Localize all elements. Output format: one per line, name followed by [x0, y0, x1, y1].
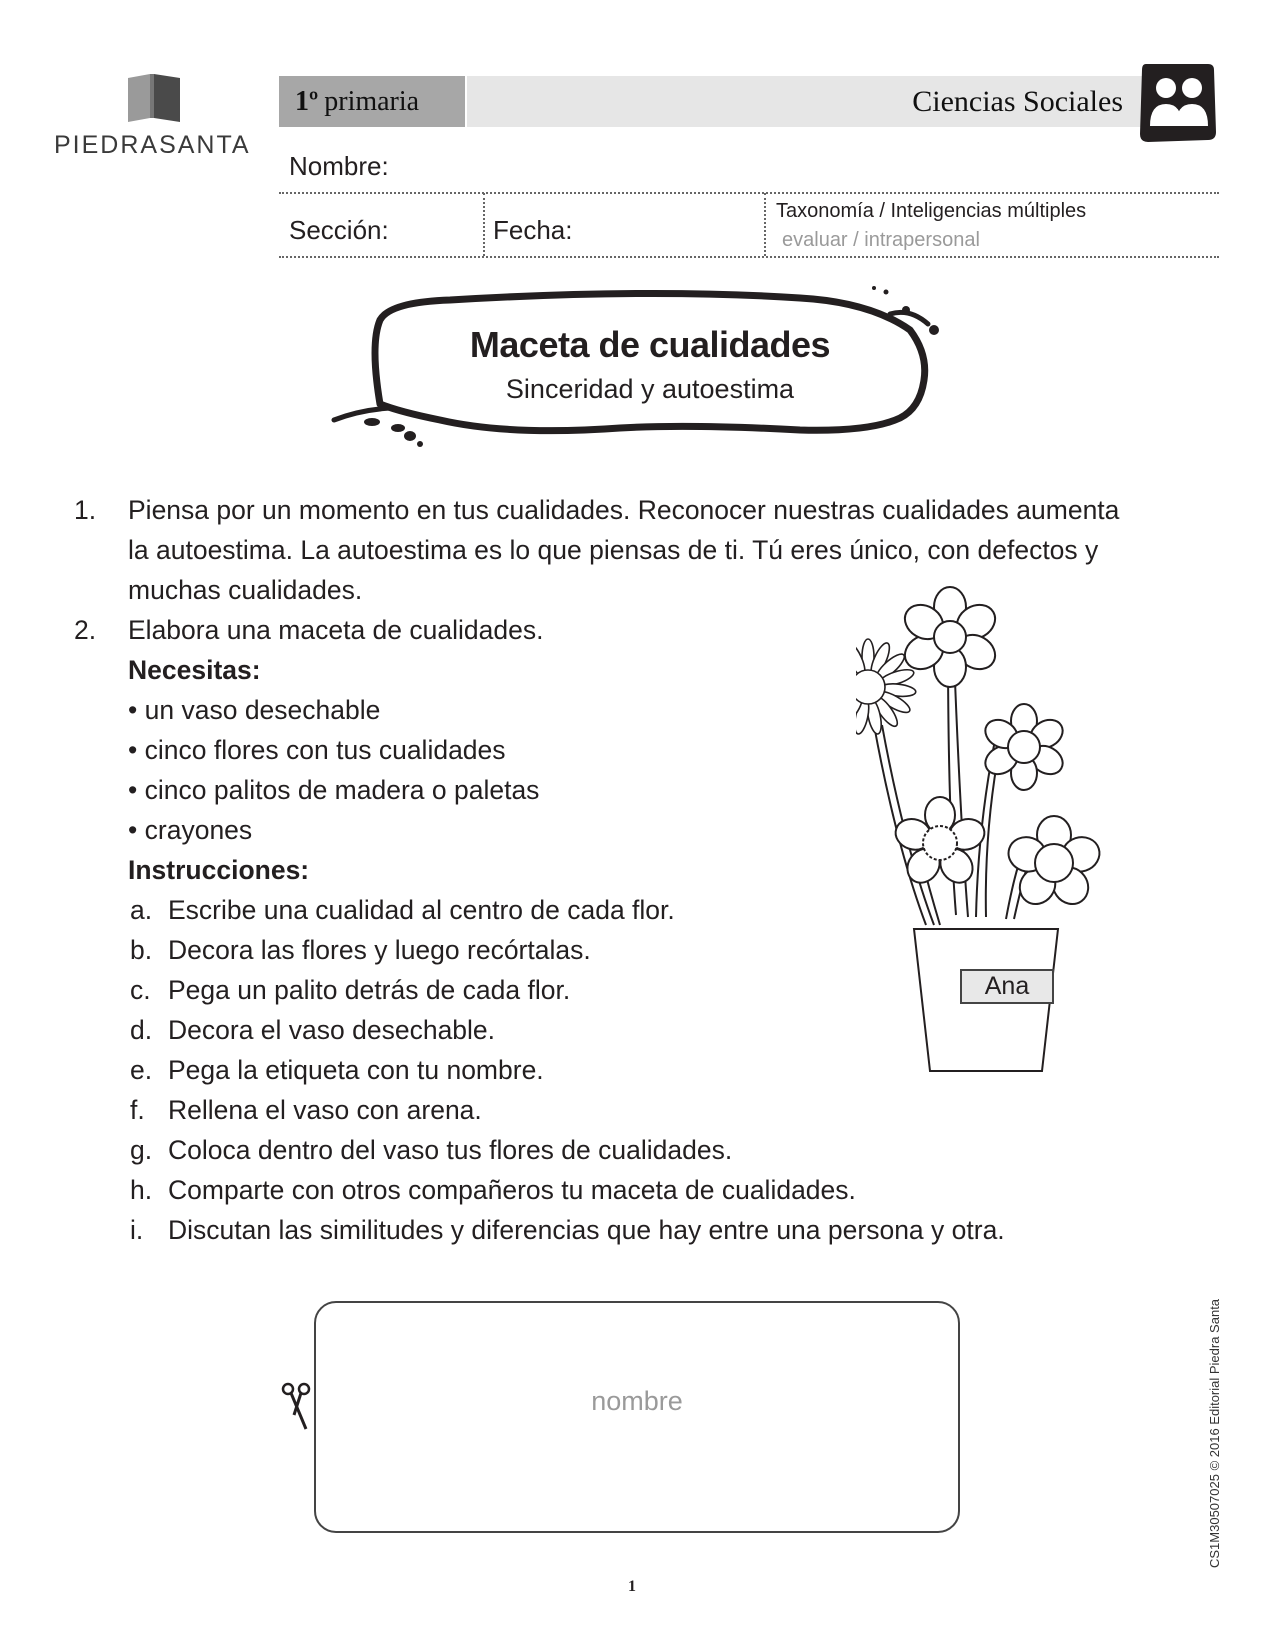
name-label: Nombre: — [289, 151, 389, 181]
step-one-line: la autoestima. La autoestima es lo que piensas de ti. Tú eres único, con defectos y — [128, 535, 1099, 565]
instruction-text: Pega un palito detrás de cada flor. — [168, 975, 571, 1005]
divider-line — [764, 193, 766, 256]
date-label: Fecha: — [493, 215, 573, 245]
instruction-text: Rellena el vaso con arena. — [168, 1095, 482, 1125]
grade-badge — [279, 76, 465, 127]
divider-line — [279, 256, 1219, 258]
worksheet-subtitle: Sinceridad y autoestima — [505, 374, 795, 404]
needs-item: • crayones — [128, 815, 253, 845]
pot-name-label: Ana — [960, 969, 1054, 1004]
copyright-text: CS1M30507025 © 2016 Editorial Piedra Santa — [1207, 1298, 1222, 1568]
grade-number: 1º — [295, 85, 319, 117]
instruction-text: Escribe una cualidad al centro de cada flor. — [168, 895, 675, 925]
grade-label: primaria — [324, 85, 420, 117]
taxonomy-values: evaluar / intrapersonal — [782, 229, 980, 251]
divider-line — [279, 192, 1219, 194]
instruction-item — [130, 1210, 1090, 1250]
book-logo-icon — [126, 72, 182, 128]
instruction-letter: i. — [130, 1215, 144, 1245]
instruction-letter: d. — [130, 1015, 153, 1045]
page-number: 1 — [628, 1578, 636, 1595]
people-icon — [1138, 60, 1218, 146]
instruction-text: Discutan las similitudes y diferencias que hay entre una persona y otra. — [168, 1215, 1005, 1245]
needs-item: • un vaso desechable — [128, 695, 381, 725]
step-number: 2. — [74, 615, 97, 645]
subject-title: Ciencias Sociales — [912, 84, 1123, 118]
step-one-line: muchas cualidades. — [128, 575, 363, 605]
step-one-line: Piensa por un momento en tus cualidades. Reconocer nuestras cualidades aumenta — [128, 495, 1120, 525]
brand-logo-text: PIEDRASANTA — [54, 131, 251, 159]
instruction-text: Pega la etiqueta con tu nombre. — [168, 1055, 544, 1085]
instruction-letter: h. — [130, 1175, 153, 1205]
instruction-item — [130, 1090, 1090, 1130]
worksheet-title: Maceta de cualidades — [469, 324, 831, 365]
instruction-text: Coloca dentro del vaso tus flores de cualidades. — [168, 1135, 733, 1165]
needs-item: • cinco palitos de madera o paletas — [128, 775, 540, 805]
instruction-letter: b. — [130, 935, 153, 965]
instruction-item — [130, 1130, 1090, 1170]
instructions-heading: Instrucciones: — [128, 855, 310, 885]
instruction-letter: f. — [130, 1095, 145, 1125]
instruction-text: Comparte con otros compañeros tu maceta de cualidades. — [168, 1175, 856, 1205]
instruction-letter: e. — [130, 1055, 153, 1085]
instruction-text: Decora el vaso desechable. — [168, 1015, 496, 1045]
instruction-letter: a. — [130, 895, 153, 925]
subject-bar — [467, 76, 1147, 127]
instruction-letter: g. — [130, 1135, 153, 1165]
divider-line — [483, 193, 485, 256]
needs-heading: Necesitas: — [128, 655, 261, 685]
title-banner-frame — [330, 284, 940, 460]
section-label: Sección: — [289, 215, 389, 245]
taxonomy-label: Taxonomía / Inteligencias múltiples — [776, 200, 1087, 222]
step-two-text: Elabora una maceta de cualidades. — [128, 615, 544, 645]
scissors-icon — [280, 1381, 314, 1431]
name-cutout-card — [314, 1301, 960, 1533]
name-card-placeholder: nombre — [591, 1386, 683, 1416]
step-two-block — [128, 610, 543, 890]
step-number: 1. — [74, 495, 97, 525]
instruction-item — [130, 1170, 1090, 1210]
instruction-text: Decora las flores y luego recórtalas. — [168, 935, 591, 965]
instruction-letter: c. — [130, 975, 151, 1005]
needs-item: • cinco flores con tus cualidades — [128, 735, 506, 765]
